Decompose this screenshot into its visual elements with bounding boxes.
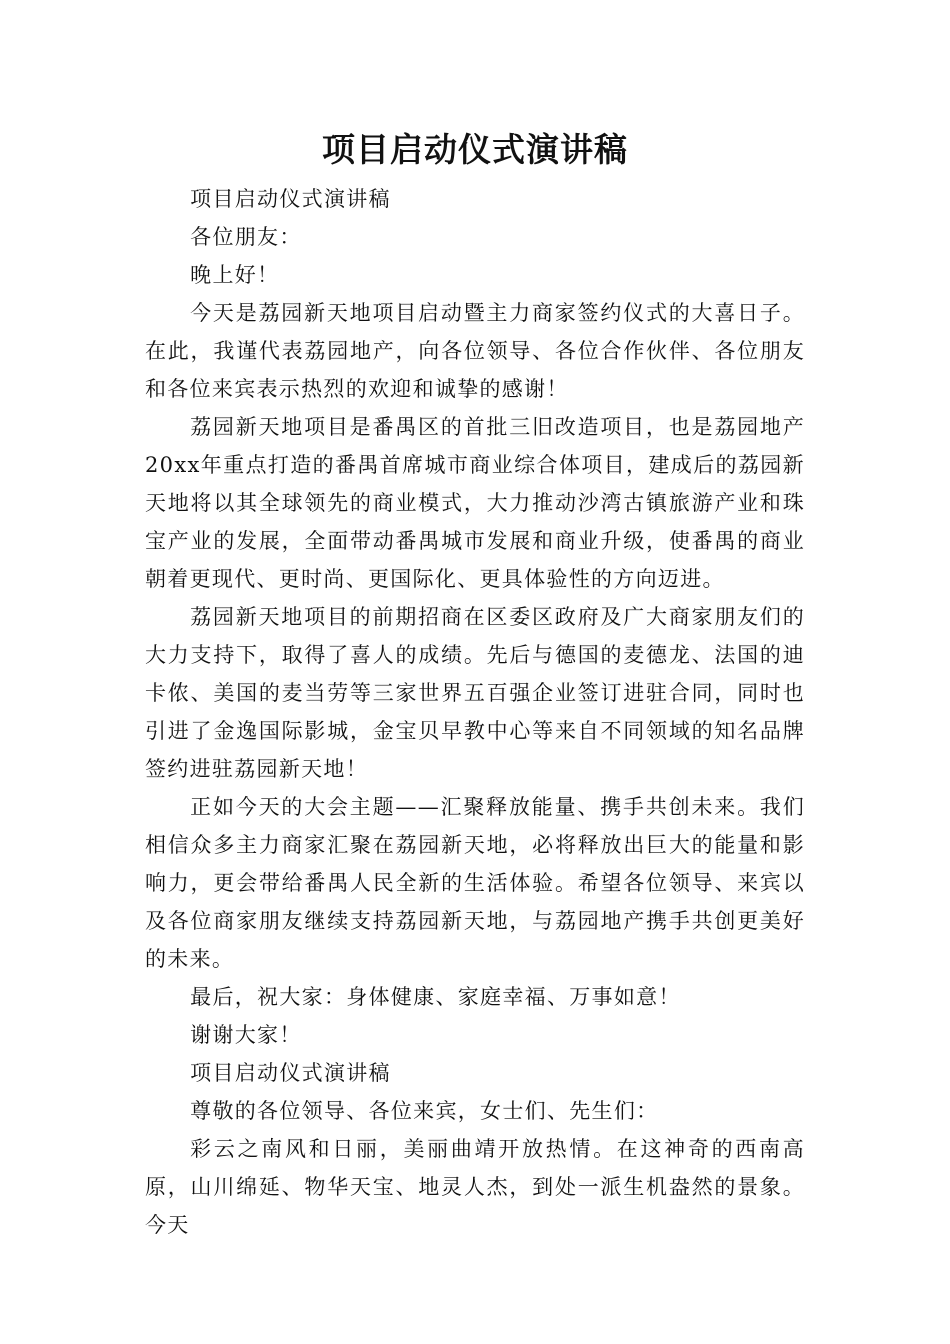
document-body: [145, 180, 805, 1244]
paragraph-salutation: 各位朋友：: [190, 225, 302, 249]
paragraph-second-subtitle: 项目启动仪式演讲稿: [190, 1061, 391, 1085]
paragraph-greeting: 晚上好！: [190, 263, 280, 287]
paragraph-subtitle: 项目启动仪式演讲稿: [190, 187, 391, 211]
paragraph-second-salutation: 尊敬的各位领导、各位来宾，女士们、先生们：: [190, 1099, 659, 1123]
paragraph-merchants: 荔园新天地项目的前期招商在区委区政府及广大商家朋友们的大力支持下，取得了喜人的成绩。先后与德国的麦德龙、法国的迪卡侬、美国的麦当劳等三家世界五百强企业签订进驻合同，同时也引进了金逸国际影城，金宝贝早教中心等来自不同领域的知名品牌签约进驻荔园新天地！: [145, 605, 805, 781]
paragraph-welcome: 今天是荔园新天地项目启动暨主力商家签约仪式的大喜日子。在此，我谨代表荔园地产，向各位领导、各位合作伙伴、各位朋友和各位来宾表示热烈的欢迎和诚挚的感谢！: [145, 301, 805, 401]
paragraph-theme: 正如今天的大会主题——汇聚释放能量、携手共创未来。我们相信众多主力商家汇聚在荔园新天地，必将释放出巨大的能量和影响力，更会带给番禺人民全新的生活体验。希望各位领导、来宾以及各位商家朋友继续支持荔园新天地，与荔园地产携手共创更美好的未来。: [145, 795, 805, 971]
paragraph-thanks: 谢谢大家！: [190, 1023, 302, 1047]
document-title: 项目启动仪式演讲稿: [322, 130, 628, 169]
paragraph-second-opening: 彩云之南风和日丽，美丽曲靖开放热情。在这神奇的西南高原，山川绵延、物华天宝、地灵人杰，到处一派生机盎然的景象。今天: [145, 1137, 805, 1237]
paragraph-wishes: 最后，祝大家：身体健康、家庭幸福、万事如意！: [190, 985, 681, 1009]
paragraph-project-intro: 荔园新天地项目是番禺区的首批三旧改造项目，也是荔园地产20xx年重点打造的番禺首席城市商业综合体项目，建成后的荔园新天地将以其全球领先的商业模式，大力推动沙湾古镇旅游产业和珠宝产业的发展，全面带动番禺城市发展和商业升级，使番禺的商业朝着更现代、更时尚、更国际化、更具体验性的方向迈进。: [145, 415, 805, 591]
